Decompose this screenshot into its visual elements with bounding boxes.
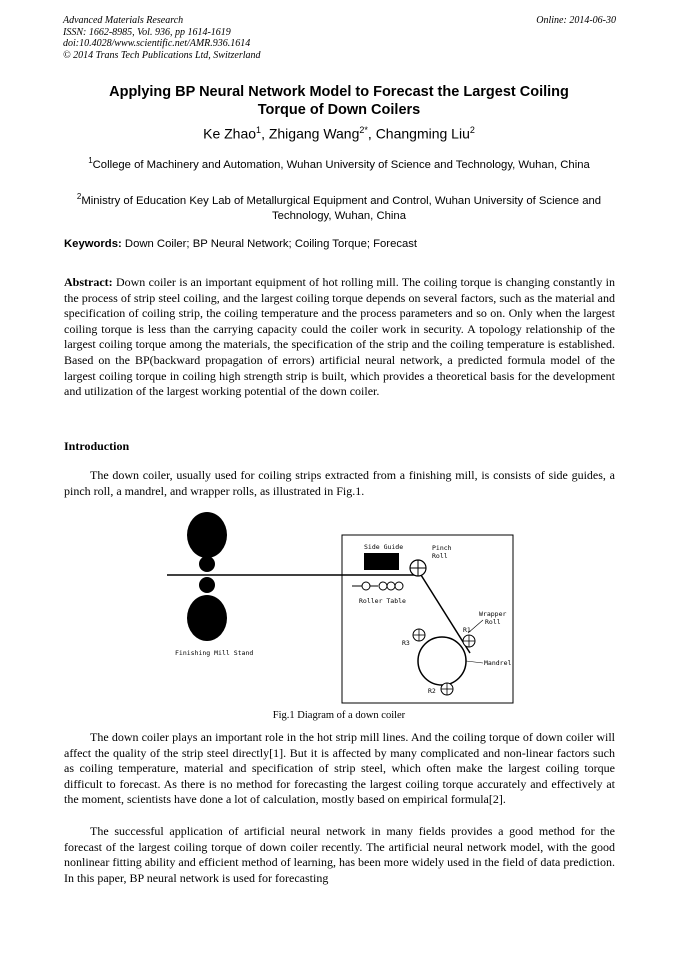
affiliation-sup: 2 [76, 192, 82, 201]
down-coiler-diagram [0, 508, 678, 708]
label-r1: R1 [463, 626, 471, 634]
figure-down-coiler [0, 508, 678, 708]
label-roller-table: Roller Table [359, 597, 406, 605]
online-date: Online: 2014-06-30 [536, 15, 616, 26]
label-r3: R3 [402, 639, 410, 647]
keywords-label: Keywords: [64, 238, 122, 250]
intro-paragraph-3: The successful application of artificial neural network in many fields provides a good method for the forecast of the largest coiling torque of down coiler recently. The artificial neural network model, with the good nonlinear fitting ability and efficient method of learning, has been more widely used in the field of data prediction. In this paper, BP neural network is used for forecasting [64, 824, 615, 885]
side-guide-block [364, 553, 399, 570]
table-roller [362, 582, 370, 590]
abstract [64, 275, 615, 400]
intro-paragraph-1: The down coiler, usually used for coiling strips extracted from a finishing mill, is consists of side guides, a pinch roll, a mandrel, and wrapper rolls, as illustrated in Fig.1. [64, 468, 615, 498]
section-heading-introduction: Introduction [64, 439, 130, 453]
label-r2: R2 [428, 687, 436, 695]
abstract-label: Abstract: [64, 275, 113, 289]
affiliation-2 [70, 189, 608, 224]
keywords-text: Down Coiler; BP Neural Network; Coiling Torque; Forecast [124, 238, 418, 250]
mill-upper-backup-roll [187, 512, 227, 558]
label-pinch: Pinch [432, 544, 452, 552]
affiliation-1 [70, 153, 608, 173]
label-side-guide: Side Guide [364, 543, 404, 551]
affiliation-sup: 1 [88, 156, 93, 165]
issn: ISSN: 1662-8985, Vol. 936, pp 1614-1619 [63, 26, 231, 38]
paper-title [70, 83, 608, 119]
author-sup: 2* [359, 125, 368, 135]
affiliation-text: Ministry of Education Key Lab of Metallurgical Equipment and Control, Wuhan University of Science and Technology, Wuhan, China [81, 194, 602, 222]
mill-upper-work-roll [199, 556, 215, 572]
abstract-text: Down coiler is an important equipment of hot rolling mill. The coiling torque is changing constantly in the process of strip steel coiling, and the largest coiling torque depends on several factors, such as the material and specification of coiling strip, the coiling temperature and the process parameters and so on. Only when the largest coiling torque is less than the carrying capacity could the coiler work in security. A topology relationship of the largest coiling torque among the materials, the specification of the strip and the coiling temperature is established. Based on the BP(backward propagation of errors) artificial neural network, a predicted formula model of the largest coiling torque in coiling high strength strip is built, which provides a theoretical basis for the development and utilization of the largest working potential of the down coiler. [64, 275, 615, 399]
author-name: Changming Liu [375, 125, 470, 142]
author-name: Ke Zhao [203, 125, 257, 142]
table-roller [387, 582, 395, 590]
author-list: Ke Zhao$^1$, Zhigang Wang$^{2*}$, Changming Liu$^2$ [203, 125, 475, 142]
title-line-1: Applying BP Neural Network Model to Forecast the Largest Coiling [109, 84, 569, 100]
mill-lower-backup-roll [187, 595, 227, 641]
journal-name: Advanced Materials Research [63, 15, 184, 26]
label-pinch-roll: Roll [432, 552, 448, 560]
keywords [64, 238, 616, 250]
title-line-2: Torque of Down Coilers [257, 102, 421, 118]
label-wrapper: Wrapper [479, 610, 507, 618]
author-name: Zhigang Wang [268, 125, 360, 142]
author-sup: 1 [256, 125, 262, 135]
author-sup: 2 [469, 125, 475, 135]
label-wrapper-roll: Roll [485, 618, 501, 626]
mandrel-leader-line [466, 661, 483, 663]
table-roller [395, 582, 403, 590]
doi: doi:10.4028/www.scientific.net/AMR.936.1614 [63, 38, 251, 49]
copyright: © 2014 Trans Tech Publications Ltd, Switzerland [63, 49, 261, 61]
mill-lower-work-roll [199, 577, 215, 593]
label-mandrel: Mandrel [484, 659, 512, 667]
affiliation-text: College of Machinery and Automation, Wuhan University of Science and Technology, Wuhan, China [92, 158, 590, 171]
label-finishing-mill: Finishing Mill Stand [175, 649, 254, 657]
figure-caption: Fig.1 Diagram of a down coiler [272, 710, 406, 721]
journal-header [63, 15, 261, 61]
intro-paragraph-2: The down coiler plays an important role in the hot strip mill lines. And the coiling torque of down coiler will affect the quality of the strip steel directly[1]. But it is affected by many complicated and non-linear factors such as coiling temperature, material and specification of strip steel, which often make the largest coiling torque difficult to forecast. As there is no method for forecasting the largest coiling torque accurately and effectively at the moment, scientists have done a lot of calculation, mostly based on empirical formula[2]. [64, 730, 615, 807]
mandrel [418, 637, 466, 685]
table-roller [379, 582, 387, 590]
